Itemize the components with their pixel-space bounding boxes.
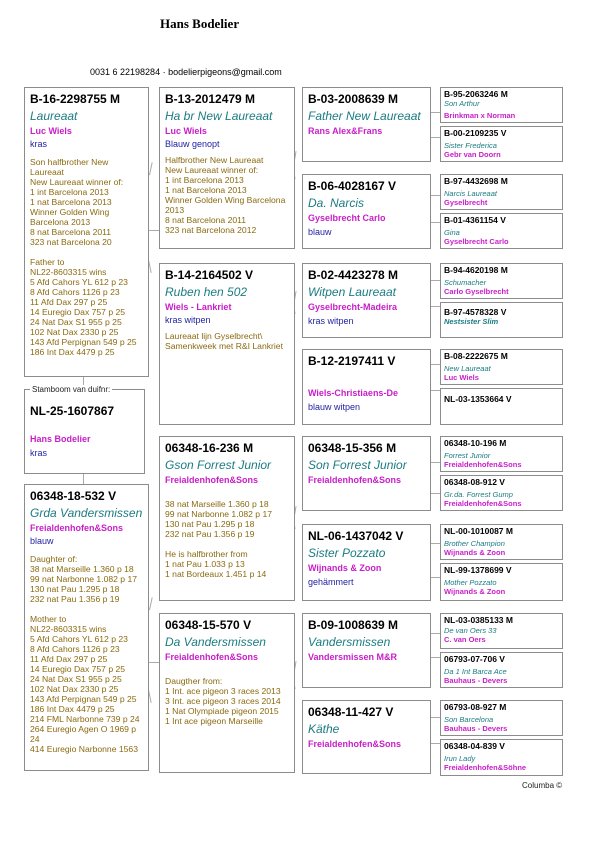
gen4-ring: B-97-4578328 V: [444, 307, 507, 317]
gen4-name: Forrest Junior: [444, 451, 491, 460]
dam-card[interactable]: [24, 484, 149, 771]
gen4-card[interactable]: [440, 739, 563, 776]
subject-ring: NL-25-1607867: [30, 404, 115, 418]
great-grandparent-card[interactable]: [302, 613, 431, 688]
great-grandparent-owner: Freialdenhofen&Sons: [308, 739, 402, 749]
gen4-owner: Wijnands & Zoon: [444, 587, 506, 596]
great-grandparent-ring: 06348-11-427 V: [308, 705, 394, 719]
gen4-card[interactable]: [440, 524, 563, 560]
gen4-ring: 06348-08-912 V: [444, 477, 505, 487]
dam-color: blauw: [30, 536, 54, 546]
great-grandparent-owner: Gyselbrecht-Madeira: [308, 302, 398, 312]
gen4-owner: Freialdenhofen&Söhne: [444, 763, 527, 772]
gen4-name: Narcis Laureaat: [444, 189, 497, 198]
gen4-name: Son Barcelona: [444, 715, 494, 724]
sire-ring: B-16-2298755 M: [30, 92, 121, 106]
gen4-name: Schumacher: [444, 278, 487, 287]
gen4-ring: 06793-08-927 M: [444, 702, 507, 712]
great-grandparent-name: Käthe: [308, 722, 340, 736]
gen4-owner: Gyselbrecht: [444, 198, 488, 207]
grandparent-color: kras witpen: [165, 315, 211, 325]
grandparent-notes: Daugther from: 1 Int. ace pigeon 3 races 2013 3 Int. ace pigeon 3 races 2014 1 Nat Olympiade pigeon 2015 1 Int ace pigeon Marseille: [165, 676, 281, 726]
gen4-owner: Bauhaus - Devers: [444, 724, 508, 733]
great-grandparent-ring: B-06-4028167 V: [308, 179, 397, 193]
grandparent-card[interactable]: [159, 613, 295, 773]
gen4-ring: 06348-04-839 V: [444, 741, 505, 751]
gen4-name: Gr.da. Forrest Gump: [444, 490, 513, 499]
gen4-name: Irun Lady: [444, 754, 476, 763]
gen4-owner: Carlo Gyselbrecht: [444, 287, 509, 296]
great-grandparent-name: Father New Laureaat: [308, 109, 421, 123]
gen4-owner: C. van Oers: [444, 635, 486, 644]
great-grandparent-owner: Wiels-Christiaens-De: [308, 388, 398, 398]
great-grandparent-card[interactable]: [302, 436, 431, 511]
great-grandparent-card[interactable]: [302, 87, 431, 162]
great-grandparent-name: Witpen Laureaat: [308, 285, 396, 299]
gen4-ring: 06793-07-706 V: [444, 654, 505, 664]
grandparent-name: Ruben hen 502: [165, 285, 248, 299]
gen4-ring: B-01-4361154 V: [444, 215, 506, 225]
great-grandparent-owner: Rans Alex&Frans: [308, 126, 383, 136]
grandparent-name: Da Vandersmissen: [165, 635, 266, 649]
grandparent-owner: Freialdenhofen&Sons: [165, 475, 259, 485]
grandparent-ring: 06348-15-570 V: [165, 618, 252, 632]
gen4-name: Gina: [444, 228, 460, 237]
great-grandparent-color: blauw: [308, 227, 332, 237]
gen4-name: Mother Pozzato: [444, 578, 497, 587]
great-grandparent-name: Sister Pozzato: [308, 546, 386, 560]
great-grandparent-name: Da. Narcis: [308, 196, 365, 210]
subject-owner: Hans Bodelier: [30, 434, 91, 444]
dam-notes: Daughter of: 38 nat Marseille 1.360 p 18 99 nat Narbonne 1.082 p 17 130 nat Pau 1.295 p 18 232 nat Pau 1.356 p 19 Mother to NL22-8603315 wins 5 Afd Cahors YL 612 p 23 8 Afd Cahors 1126 p 23 11 Afd Dax 297 p 25 14 Euregio Dax 757 p 25 24 Nat Dax S1 955 p 25 102 Nat Dax 2330 p 25 143 Afd Perpignan 549 p 25 186 Int Dax 4479 p 25 214 FML Narbonne 739 p 24 264 Euregio Agen O 1969 p 24 414 Euregio Narbonne 1563: [30, 554, 140, 754]
gen4-ring: NL-00-1010087 M: [444, 526, 513, 536]
great-grandparent-ring: 06348-15-356 M: [308, 441, 397, 455]
great-grandparent-owner: Freialdenhofen&Sons: [308, 475, 402, 485]
gen4-card[interactable]: [440, 475, 563, 511]
grandparent-name: Ha br New Laureaat: [165, 109, 273, 123]
grandparent-card[interactable]: [159, 263, 295, 425]
great-grandparent-card[interactable]: [302, 700, 431, 774]
great-grandparent-owner: Wijnands & Zoon: [308, 563, 382, 573]
gen4-owner: Gebr van Doorn: [444, 150, 501, 159]
sire-color: kras: [30, 139, 48, 149]
gen4-card[interactable]: [440, 263, 563, 299]
great-grandparent-ring: B-09-1008639 M: [308, 618, 399, 632]
great-grandparent-ring: B-03-2008639 M: [308, 92, 399, 106]
gen4-owner: Gyselbrecht Carlo: [444, 237, 509, 246]
gen4-card[interactable]: [440, 613, 563, 649]
grandparent-ring: B-14-2164502 V: [165, 268, 254, 282]
gen4-ring: B-94-4620198 M: [444, 265, 508, 275]
gen4-card[interactable]: [440, 213, 563, 249]
gen4-owner: Nestsister Slim: [444, 317, 499, 326]
subject-card[interactable]: [24, 389, 145, 474]
gen4-ring: NL-99-1378699 V: [444, 565, 512, 575]
grandparent-owner: Freialdenhofen&Sons: [165, 652, 259, 662]
gen4-name: De van Oers 33: [444, 626, 497, 635]
gen4-card[interactable]: [440, 436, 563, 472]
gen4-owner: Freialdenhofen&Sons: [444, 460, 522, 469]
great-grandparent-ring: NL-06-1437042 V: [308, 529, 404, 543]
grandparent-notes: Halfbrother New Laureaat New Laureaat winner of: 1 int Barcelona 2013 1 nat Barcelona 2013 Winner Golden Wing Barcelona 2013 8 nat Barcelona 2011 323 nat Barcelona 2012: [165, 155, 286, 235]
gen4-ring: NL-03-0385133 M: [444, 615, 513, 625]
grandparent-notes: Laureaat lijn Gyselbrecht\ Samenkweek met R&I Lankriet: [165, 331, 283, 351]
gen4-ring: B-97-4432698 M: [444, 176, 508, 186]
gen4-card[interactable]: [440, 87, 563, 123]
gen4-ring: B-08-2222675 M: [444, 351, 508, 361]
gen4-ring: B-95-2063246 M: [444, 89, 508, 99]
gen4-owner: Freialdenhofen&Sons: [444, 499, 522, 508]
great-grandparent-color: kras witpen: [308, 316, 354, 326]
grandparent-ring: B-13-2012479 M: [165, 92, 256, 106]
gen4-ring: NL-03-1353664 V: [444, 394, 512, 404]
gen4-card[interactable]: [440, 388, 563, 425]
gen4-card[interactable]: [440, 126, 563, 162]
gen4-card[interactable]: [440, 174, 563, 210]
sire-owner: Luc Wiels: [30, 126, 72, 136]
gen4-name: Sister Frederica: [444, 141, 497, 150]
gen4-name: Da 1 Int Barca Ace: [444, 667, 507, 676]
great-grandparent-card[interactable]: [302, 349, 431, 425]
great-grandparent-owner: Vandersmissen M&R: [308, 652, 398, 662]
great-grandparent-ring: B-12-2197411 V: [308, 354, 396, 368]
sire-notes: Son halfbrother New Laureaat New Laureaat winner of: 1 int Barcelona 2013 1 nat Barcelona 2013 Winner Golden Wing Barcelona 2013 8 nat Barcelona 2011 323 nat Barcelona 20 Father to NL22-8603315 wins 5 Afd Cahors YL 612 p 23 8 Afd Cahors 1126 p 23 11 Afd Dax 297 p 25 14 Euregio Dax 757 p 25 24 Nat Dax S1 955 p 25 102 Nat Dax 2330 p 25 143 Afd Perpignan 549 p 25 186 Int Dax 4479 p 25: [30, 157, 137, 357]
grandparent-card[interactable]: [159, 436, 295, 601]
gen4-owner: Brinkman x Norman: [444, 111, 516, 120]
gen4-owner: Wijnands & Zoon: [444, 548, 506, 557]
gen4-ring: B-00-2109235 V: [444, 128, 507, 138]
grandparent-owner: Luc Wiels: [165, 126, 207, 136]
great-grandparent-card[interactable]: [302, 524, 431, 601]
gen4-name: Brother Champion: [444, 539, 505, 548]
contact-line: 0031 6 22198284 · bodelierpigeons@gmail.com: [90, 67, 282, 77]
subject-color: kras: [30, 448, 48, 458]
gen4-owner: Luc Wiels: [444, 373, 479, 382]
great-grandparent-name: Vandersmissen: [308, 635, 391, 649]
dam-ring: 06348-18-532 V: [30, 489, 117, 503]
dam-owner: Freialdenhofen&Sons: [30, 523, 124, 533]
gen4-card[interactable]: [440, 302, 563, 338]
gen4-card[interactable]: [440, 700, 563, 736]
great-grandparent-ring: B-02-4423278 M: [308, 268, 399, 282]
grandparent-color: Blauw genopt: [165, 139, 220, 149]
grandparent-ring: 06348-16-236 M: [165, 441, 254, 455]
great-grandparent-color: blauw witpen: [308, 402, 361, 412]
gen4-card[interactable]: [440, 652, 563, 688]
great-grandparent-color: gehämmert: [308, 577, 354, 587]
gen4-name: New Laureaat: [444, 364, 491, 373]
sire-card[interactable]: [24, 87, 149, 377]
grandparent-owner: Wiels - Lankriet: [165, 302, 232, 312]
great-grandparent-owner: Gyselbrecht Carlo: [308, 213, 386, 223]
page-title: Hans Bodelier: [160, 16, 240, 31]
gen4-card[interactable]: [440, 563, 563, 601]
great-grandparent-card[interactable]: [302, 263, 431, 338]
gen4-card[interactable]: [440, 349, 563, 385]
great-grandparent-card[interactable]: [302, 174, 431, 249]
gen4-name: Son Arthur: [444, 99, 480, 108]
gen4-owner: Bauhaus - Devers: [444, 676, 508, 685]
grandparent-name: Gson Forrest Junior: [165, 458, 272, 472]
subject-label: Stamboom van duifnr:: [32, 385, 111, 394]
footer-credit: Columba ©: [522, 781, 563, 790]
dam-name: Grda Vandersmissen: [30, 506, 143, 520]
grandparent-notes: 38 nat Marseille 1.360 p 18 99 nat Narbonne 1.082 p 17 130 nat Pau 1.295 p 18 232 nat Pau 1.356 p 19 He is halfbrother from 1 nat Pau 1.033 p 13 1 nat Bordeaux 1.451 p 14: [165, 499, 273, 579]
great-grandparent-name: Son Forrest Junior: [308, 458, 407, 472]
gen4-ring: 06348-10-196 M: [444, 438, 507, 448]
sire-name: Laureaat: [30, 109, 78, 123]
grandparent-card[interactable]: [159, 87, 295, 249]
